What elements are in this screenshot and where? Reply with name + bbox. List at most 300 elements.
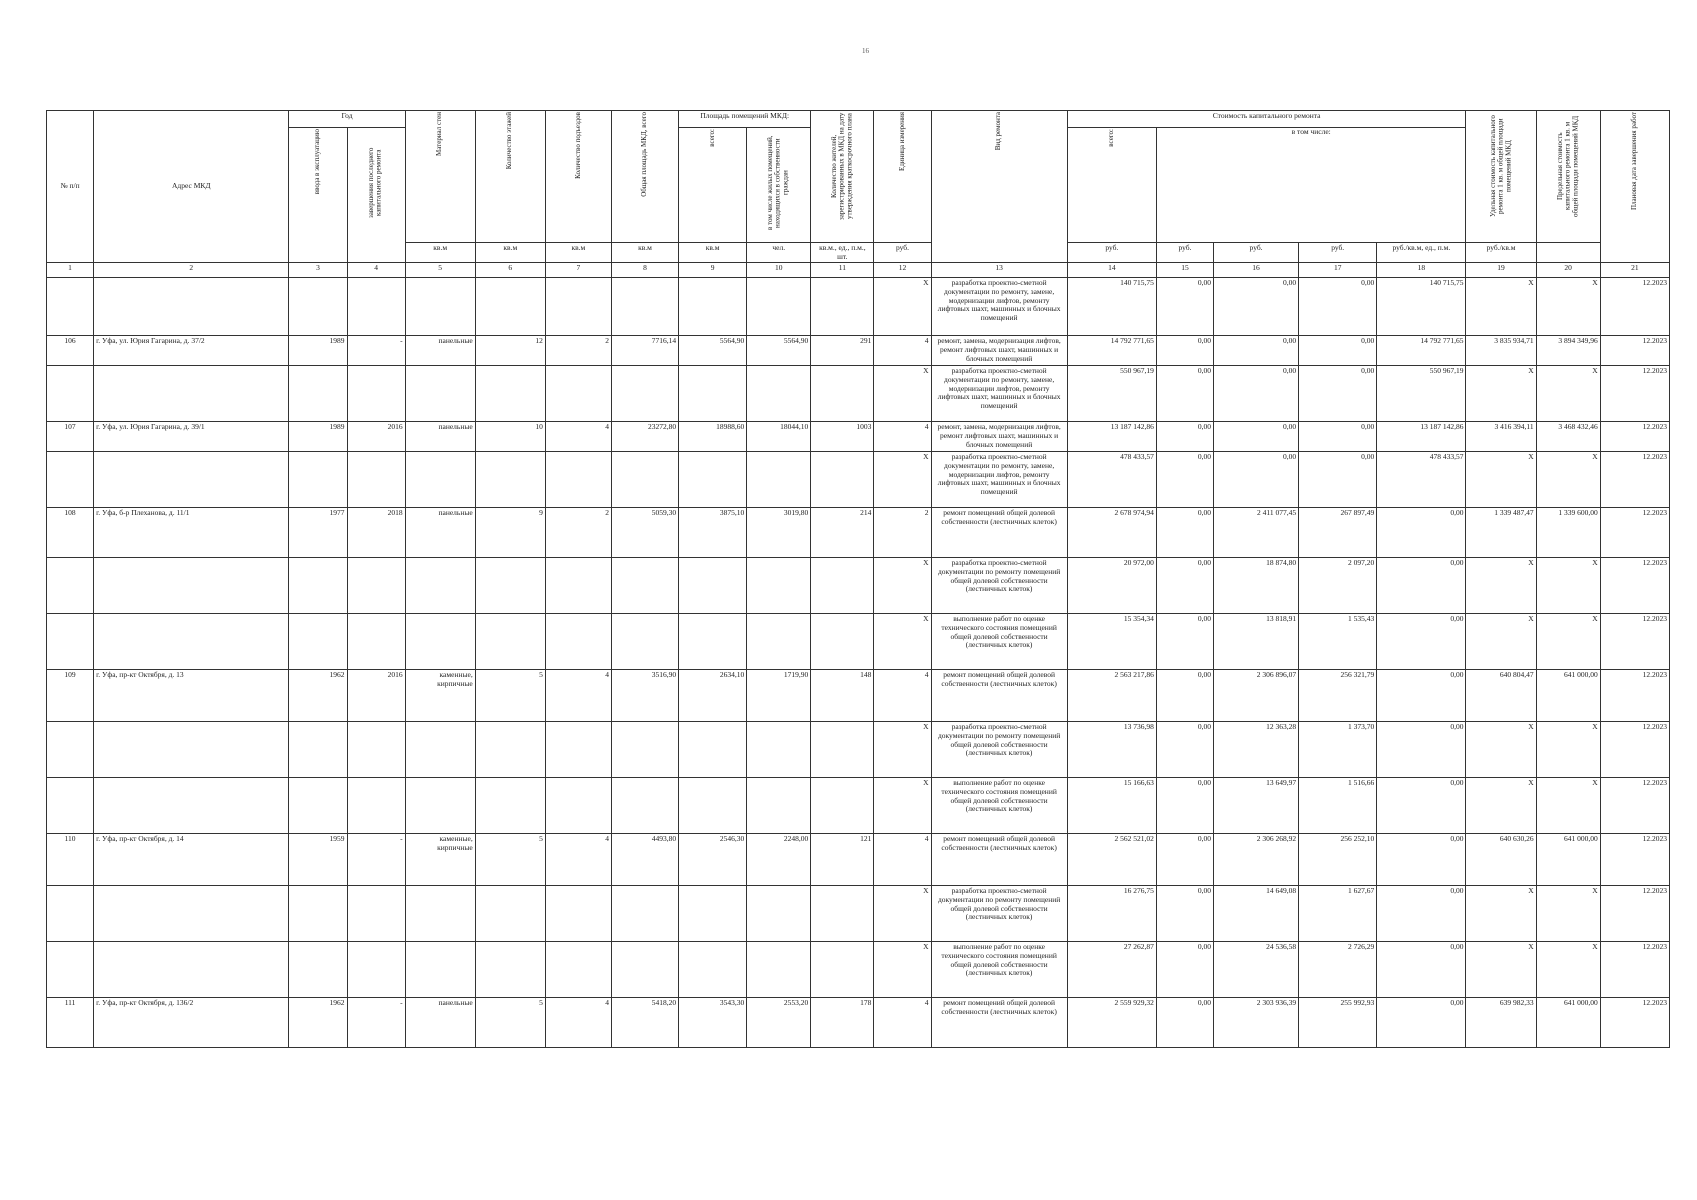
wall-material-cell bbox=[405, 614, 475, 670]
area-all-cell bbox=[679, 614, 747, 670]
cost-local-cell: 2 097,20 bbox=[1299, 558, 1377, 614]
year-last-repair-cell bbox=[347, 614, 405, 670]
cost-local-cell: 1 535,43 bbox=[1299, 614, 1377, 670]
wall-material-cell: каменные, кирпичные bbox=[405, 670, 475, 722]
specific-cost-cell: 3 835 934,71 bbox=[1466, 336, 1536, 366]
entrances-cell bbox=[545, 558, 611, 614]
row-number-cell bbox=[47, 452, 94, 508]
specific-cost-cell: X bbox=[1466, 614, 1536, 670]
header-area-group: Площадь помещений МКД: bbox=[679, 111, 811, 128]
year-commission-cell bbox=[289, 366, 347, 422]
table-row bbox=[47, 508, 1670, 558]
cost-fund-cell: 0,00 bbox=[1156, 886, 1213, 942]
cost-rb-cell: 2 306 896,07 bbox=[1213, 670, 1298, 722]
unit-cell: кв.м bbox=[679, 243, 747, 263]
unit-cell: X bbox=[874, 558, 931, 614]
residents-cell: 214 bbox=[811, 508, 874, 558]
address-cell bbox=[94, 278, 289, 336]
wall-material-cell bbox=[405, 778, 475, 834]
header-year-group: Год bbox=[289, 111, 405, 128]
year-commission-cell bbox=[289, 886, 347, 942]
limit-cost-cell: X bbox=[1536, 614, 1600, 670]
unit-cell: руб. bbox=[1213, 243, 1298, 263]
table-row bbox=[47, 452, 1670, 508]
planned-date-cell: 12.2023 bbox=[1600, 336, 1669, 366]
column-number: 16 bbox=[1213, 263, 1298, 278]
limit-cost-cell: X bbox=[1536, 778, 1600, 834]
address-cell bbox=[94, 366, 289, 422]
cost-local-cell: 1 373,70 bbox=[1299, 722, 1377, 778]
year-commission-cell bbox=[289, 778, 347, 834]
planned-date-cell: 12.2023 bbox=[1600, 452, 1669, 508]
year-last-repair-cell: - bbox=[347, 998, 405, 1048]
residents-cell bbox=[811, 942, 874, 998]
cost-total-cell: 2 678 974,94 bbox=[1067, 508, 1156, 558]
residents-cell: 178 bbox=[811, 998, 874, 1048]
cost-local-cell: 1 627,67 bbox=[1299, 886, 1377, 942]
cost-rb-cell: 18 874,80 bbox=[1213, 558, 1298, 614]
specific-cost-cell: 640 630,26 bbox=[1466, 834, 1536, 886]
cost-total-cell: 2 559 929,32 bbox=[1067, 998, 1156, 1048]
planned-date-cell: 12.2023 bbox=[1600, 778, 1669, 834]
year-commission-cell: 1962 bbox=[289, 670, 347, 722]
address-cell: г. Уфа, пр-кт Октября, д. 13 bbox=[94, 670, 289, 722]
cost-local-cell: 2 726,29 bbox=[1299, 942, 1377, 998]
year-commission-cell bbox=[289, 278, 347, 336]
cost-local-cell: 1 516,66 bbox=[1299, 778, 1377, 834]
cost-rb-cell: 0,00 bbox=[1213, 336, 1298, 366]
specific-cost-cell: X bbox=[1466, 452, 1536, 508]
cost-owners-cell: 0,00 bbox=[1377, 942, 1466, 998]
work-type-cell: разработка проектно-сметной документации по ремонту помещений общей долевой собственности (лестничных клеток) bbox=[931, 886, 1067, 942]
cost-rb-cell: 2 411 077,45 bbox=[1213, 508, 1298, 558]
entrances-cell bbox=[545, 778, 611, 834]
year-last-repair-cell bbox=[347, 278, 405, 336]
row-number-cell bbox=[47, 886, 94, 942]
unit-cell: руб. bbox=[1299, 243, 1377, 263]
cost-total-cell: 2 562 521,02 bbox=[1067, 834, 1156, 886]
column-number: 15 bbox=[1156, 263, 1213, 278]
planned-date-cell: 12.2023 bbox=[1600, 508, 1669, 558]
column-number: 9 bbox=[679, 263, 747, 278]
floors-cell: 12 bbox=[475, 336, 545, 366]
row-number-cell: 107 bbox=[47, 422, 94, 452]
cost-fund-cell: 0,00 bbox=[1156, 778, 1213, 834]
cost-total-cell: 2 563 217,86 bbox=[1067, 670, 1156, 722]
header-unit: Единица измерения bbox=[874, 111, 931, 243]
cost-total-cell: 20 972,00 bbox=[1067, 558, 1156, 614]
year-last-repair-cell: 2016 bbox=[347, 670, 405, 722]
unit-cell: X bbox=[874, 778, 931, 834]
cost-fund-cell: 0,00 bbox=[1156, 422, 1213, 452]
cost-rb-cell: 0,00 bbox=[1213, 422, 1298, 452]
specific-cost-cell: 3 416 394,11 bbox=[1466, 422, 1536, 452]
work-type-cell: ремонт помещений общей долевой собственности (лестничных клеток) bbox=[931, 670, 1067, 722]
header-year-last-repair: завершения последнего капитального ремонта bbox=[347, 128, 405, 263]
year-commission-cell: 1977 bbox=[289, 508, 347, 558]
area-residents-cell bbox=[747, 366, 811, 422]
specific-cost-cell: X bbox=[1466, 942, 1536, 998]
total-area-cell: 23272,80 bbox=[611, 422, 678, 452]
area-residents-cell bbox=[747, 778, 811, 834]
header-limit-cost: Предельная стоимость капитального ремонта 1 кв. м общей площади помещений МКД bbox=[1536, 111, 1600, 243]
cost-fund-cell: 0,00 bbox=[1156, 670, 1213, 722]
floors-cell: 10 bbox=[475, 422, 545, 452]
residents-cell bbox=[811, 886, 874, 942]
cost-fund-cell: 0,00 bbox=[1156, 558, 1213, 614]
year-last-repair-cell: 2018 bbox=[347, 508, 405, 558]
table-row bbox=[47, 422, 1670, 452]
unit-cell: кв.м., ед., п.м., шт. bbox=[811, 243, 874, 263]
unit-cell: руб./кв.м bbox=[1466, 243, 1536, 263]
unit-cell: X bbox=[874, 452, 931, 508]
unit-cell: кв.м bbox=[611, 243, 678, 263]
column-number: 19 bbox=[1466, 263, 1536, 278]
unit-cell: 4 bbox=[874, 670, 931, 722]
entrances-cell bbox=[545, 366, 611, 422]
cost-fund-cell: 0,00 bbox=[1156, 614, 1213, 670]
specific-cost-cell: 639 982,33 bbox=[1466, 998, 1536, 1048]
entrances-cell bbox=[545, 278, 611, 336]
cost-owners-cell: 0,00 bbox=[1377, 886, 1466, 942]
floors-cell: 5 bbox=[475, 834, 545, 886]
residents-cell bbox=[811, 452, 874, 508]
year-commission-cell: 1989 bbox=[289, 336, 347, 366]
area-all-cell bbox=[679, 452, 747, 508]
unit-cell: кв.м bbox=[405, 243, 475, 263]
column-number: 17 bbox=[1299, 263, 1377, 278]
cost-total-cell: 13 736,98 bbox=[1067, 722, 1156, 778]
column-number: 12 bbox=[874, 263, 931, 278]
column-number: 1 bbox=[47, 263, 94, 278]
work-type-cell: разработка проектно-сметной документации по ремонту помещений общей долевой собственности (лестничных клеток) bbox=[931, 722, 1067, 778]
area-all-cell: 5564,90 bbox=[679, 336, 747, 366]
planned-date-cell: 12.2023 bbox=[1600, 942, 1669, 998]
cost-total-cell: 27 262,87 bbox=[1067, 942, 1156, 998]
specific-cost-cell: X bbox=[1466, 778, 1536, 834]
cost-total-cell: 16 276,75 bbox=[1067, 886, 1156, 942]
year-commission-cell bbox=[289, 722, 347, 778]
residents-cell bbox=[811, 558, 874, 614]
table-row bbox=[47, 778, 1670, 834]
planned-date-cell: 12.2023 bbox=[1600, 278, 1669, 336]
cost-owners-cell: 0,00 bbox=[1377, 558, 1466, 614]
cost-rb-cell: 2 303 936,39 bbox=[1213, 998, 1298, 1048]
total-area-cell: 7716,14 bbox=[611, 336, 678, 366]
limit-cost-cell: X bbox=[1536, 558, 1600, 614]
column-number: 6 bbox=[475, 263, 545, 278]
cost-owners-cell: 140 715,75 bbox=[1377, 278, 1466, 336]
cost-owners-cell: 0,00 bbox=[1377, 670, 1466, 722]
area-all-cell bbox=[679, 278, 747, 336]
floors-cell bbox=[475, 722, 545, 778]
cost-local-cell: 267 897,49 bbox=[1299, 508, 1377, 558]
table-row bbox=[47, 366, 1670, 422]
unit-cell: 4 bbox=[874, 422, 931, 452]
residents-cell: 148 bbox=[811, 670, 874, 722]
planned-date-cell: 12.2023 bbox=[1600, 998, 1669, 1048]
cost-total-cell: 140 715,75 bbox=[1067, 278, 1156, 336]
row-number-cell: 110 bbox=[47, 834, 94, 886]
specific-cost-cell: 640 804,47 bbox=[1466, 670, 1536, 722]
address-cell bbox=[94, 778, 289, 834]
cost-rb-cell: 24 536,58 bbox=[1213, 942, 1298, 998]
repair-plan-table bbox=[46, 110, 1670, 1048]
residents-cell bbox=[811, 778, 874, 834]
total-area-cell bbox=[611, 614, 678, 670]
limit-cost-cell: X bbox=[1536, 942, 1600, 998]
year-commission-cell bbox=[289, 614, 347, 670]
data-table bbox=[46, 110, 1670, 1048]
row-number-cell bbox=[47, 722, 94, 778]
column-number: 4 bbox=[347, 263, 405, 278]
header-entrances: Количество подъездов bbox=[545, 111, 611, 243]
year-last-repair-cell: - bbox=[347, 336, 405, 366]
entrances-cell: 2 bbox=[545, 508, 611, 558]
header-specific-cost: Удельная стоимость капитального ремонта 1 кв. м общей площади помещений МКД bbox=[1466, 111, 1536, 243]
header-col-num: № п/п bbox=[47, 111, 94, 263]
wall-material-cell: панельные bbox=[405, 508, 475, 558]
floors-cell bbox=[475, 278, 545, 336]
area-all-cell: 18988,60 bbox=[679, 422, 747, 452]
floors-cell: 5 bbox=[475, 670, 545, 722]
work-type-cell: разработка проектно-сметной документации по ремонту, замене, модернизации лифтов, ремонту лифтовых шахт, машинных и блочных помещений bbox=[931, 452, 1067, 508]
total-area-cell bbox=[611, 722, 678, 778]
header-including: в том числе: bbox=[1156, 128, 1466, 243]
area-residents-cell bbox=[747, 558, 811, 614]
column-number: 18 bbox=[1377, 263, 1466, 278]
year-last-repair-cell bbox=[347, 942, 405, 998]
area-all-cell: 3543,30 bbox=[679, 998, 747, 1048]
row-number-cell: 109 bbox=[47, 670, 94, 722]
column-number: 5 bbox=[405, 263, 475, 278]
table-row bbox=[47, 998, 1670, 1048]
header-wall-material: Материал стен bbox=[405, 111, 475, 243]
total-area-cell bbox=[611, 278, 678, 336]
entrances-cell: 2 bbox=[545, 336, 611, 366]
limit-cost-cell: 3 894 349,96 bbox=[1536, 336, 1600, 366]
entrances-cell bbox=[545, 452, 611, 508]
unit-cell: 2 bbox=[874, 508, 931, 558]
area-residents-cell bbox=[747, 278, 811, 336]
entrances-cell bbox=[545, 722, 611, 778]
total-area-cell bbox=[611, 452, 678, 508]
year-commission-cell: 1962 bbox=[289, 998, 347, 1048]
work-type-cell: выполнение работ по оценке технического состояния помещений общей долевой собственности (лестничных клеток) bbox=[931, 614, 1067, 670]
work-type-cell: ремонт, замена, модернизация лифтов, ремонт лифтовых шахт, машинных и блочных помещений bbox=[931, 336, 1067, 366]
unit-cell: руб. bbox=[1156, 243, 1213, 263]
total-area-cell: 5059,30 bbox=[611, 508, 678, 558]
work-type-cell: выполнение работ по оценке технического состояния помещений общей долевой собственности (лестничных клеток) bbox=[931, 778, 1067, 834]
total-area-cell bbox=[611, 942, 678, 998]
address-cell: г. Уфа, ул. Юрия Гагарина, д. 37/2 bbox=[94, 336, 289, 366]
unit-cell: руб. bbox=[874, 243, 931, 263]
header-cost-total: всего: bbox=[1067, 128, 1156, 243]
table-row bbox=[47, 558, 1670, 614]
cost-owners-cell: 0,00 bbox=[1377, 778, 1466, 834]
area-residents-cell bbox=[747, 452, 811, 508]
year-last-repair-cell bbox=[347, 722, 405, 778]
cost-local-cell: 256 321,79 bbox=[1299, 670, 1377, 722]
table-row bbox=[47, 614, 1670, 670]
row-number-cell bbox=[47, 778, 94, 834]
unit-cell: X bbox=[874, 614, 931, 670]
planned-date-cell: 12.2023 bbox=[1600, 834, 1669, 886]
residents-cell bbox=[811, 366, 874, 422]
limit-cost-cell: X bbox=[1536, 366, 1600, 422]
unit-cell: X bbox=[874, 366, 931, 422]
cost-owners-cell: 550 967,19 bbox=[1377, 366, 1466, 422]
cost-total-cell: 14 792 771,65 bbox=[1067, 336, 1156, 366]
cost-total-cell: 550 967,19 bbox=[1067, 366, 1156, 422]
area-all-cell bbox=[679, 558, 747, 614]
planned-date-cell: 12.2023 bbox=[1600, 422, 1669, 452]
cost-local-cell: 256 252,10 bbox=[1299, 834, 1377, 886]
cost-local-cell: 0,00 bbox=[1299, 336, 1377, 366]
address-cell: г. Уфа, ул. Юрия Гагарина, д. 39/1 bbox=[94, 422, 289, 452]
row-number-cell bbox=[47, 366, 94, 422]
year-commission-cell bbox=[289, 558, 347, 614]
header-area-residents: в том числе жилых помещений, находящихся в собственности граждан bbox=[747, 128, 811, 243]
header-floors: Количество этажей bbox=[475, 111, 545, 243]
address-cell: г. Уфа, пр-кт Октября, д. 14 bbox=[94, 834, 289, 886]
column-number-row bbox=[47, 263, 1670, 278]
unit-cell: руб./кв.м, ед., п.м. bbox=[1377, 243, 1466, 263]
limit-cost-cell: 641 000,00 bbox=[1536, 998, 1600, 1048]
unit-cell: кв.м bbox=[475, 243, 545, 263]
cost-total-cell: 15 354,34 bbox=[1067, 614, 1156, 670]
residents-cell: 1003 bbox=[811, 422, 874, 452]
cost-rb-cell: 0,00 bbox=[1213, 366, 1298, 422]
row-number-cell bbox=[47, 558, 94, 614]
cost-total-cell: 13 187 142,86 bbox=[1067, 422, 1156, 452]
cost-fund-cell: 0,00 bbox=[1156, 508, 1213, 558]
area-all-cell bbox=[679, 942, 747, 998]
cost-rb-cell: 2 306 268,92 bbox=[1213, 834, 1298, 886]
cost-owners-cell: 14 792 771,65 bbox=[1377, 336, 1466, 366]
work-type-cell: разработка проектно-сметной документации по ремонту, замене, модернизации лифтов, ремонту лифтовых шахт, машинных и блочных помещений bbox=[931, 278, 1067, 336]
cost-rb-cell: 13 818,91 bbox=[1213, 614, 1298, 670]
column-number: 10 bbox=[747, 263, 811, 278]
area-all-cell bbox=[679, 778, 747, 834]
work-type-cell: разработка проектно-сметной документации по ремонту помещений общей долевой собственности (лестничных клеток) bbox=[931, 558, 1067, 614]
unit-cell: кв.м bbox=[545, 243, 611, 263]
planned-date-cell: 12.2023 bbox=[1600, 614, 1669, 670]
address-cell: г. Уфа, б-р Плеханова, д. 11/1 bbox=[94, 508, 289, 558]
address-cell bbox=[94, 942, 289, 998]
limit-cost-cell: X bbox=[1536, 722, 1600, 778]
floors-cell: 9 bbox=[475, 508, 545, 558]
limit-cost-cell: X bbox=[1536, 452, 1600, 508]
area-residents-cell bbox=[747, 886, 811, 942]
work-type-cell: ремонт помещений общей долевой собственности (лестничных клеток) bbox=[931, 998, 1067, 1048]
header-cost-group: Стоимость капитального ремонта bbox=[1067, 111, 1466, 128]
address-cell bbox=[94, 452, 289, 508]
area-all-cell bbox=[679, 886, 747, 942]
year-commission-cell: 1989 bbox=[289, 422, 347, 452]
cost-fund-cell: 0,00 bbox=[1156, 336, 1213, 366]
work-type-cell: выполнение работ по оценке технического состояния помещений общей долевой собственности (лестничных клеток) bbox=[931, 942, 1067, 998]
cost-owners-cell: 0,00 bbox=[1377, 998, 1466, 1048]
cost-total-cell: 15 166,63 bbox=[1067, 778, 1156, 834]
area-residents-cell bbox=[747, 722, 811, 778]
cost-fund-cell: 0,00 bbox=[1156, 998, 1213, 1048]
planned-date-cell: 12.2023 bbox=[1600, 886, 1669, 942]
area-residents-cell: 3019,80 bbox=[747, 508, 811, 558]
unit-cell: X bbox=[874, 278, 931, 336]
row-number-cell: 106 bbox=[47, 336, 94, 366]
cost-rb-cell: 0,00 bbox=[1213, 452, 1298, 508]
year-last-repair-cell bbox=[347, 778, 405, 834]
cost-fund-cell: 0,00 bbox=[1156, 366, 1213, 422]
year-commission-cell bbox=[289, 452, 347, 508]
floors-cell bbox=[475, 452, 545, 508]
area-residents-cell: 2248,00 bbox=[747, 834, 811, 886]
address-cell bbox=[94, 722, 289, 778]
planned-date-cell: 12.2023 bbox=[1600, 558, 1669, 614]
residents-cell bbox=[811, 614, 874, 670]
entrances-cell bbox=[545, 886, 611, 942]
limit-cost-cell: 641 000,00 bbox=[1536, 834, 1600, 886]
limit-cost-cell: X bbox=[1536, 886, 1600, 942]
wall-material-cell bbox=[405, 452, 475, 508]
cost-owners-cell: 0,00 bbox=[1377, 614, 1466, 670]
unit-cell: 4 bbox=[874, 336, 931, 366]
entrances-cell: 4 bbox=[545, 422, 611, 452]
work-type-cell: ремонт помещений общей долевой собственности (лестничных клеток) bbox=[931, 508, 1067, 558]
header-area-all: всего: bbox=[679, 128, 747, 243]
table-row bbox=[47, 834, 1670, 886]
year-last-repair-cell: - bbox=[347, 834, 405, 886]
unit-cell: чел. bbox=[747, 243, 811, 263]
column-number: 3 bbox=[289, 263, 347, 278]
wall-material-cell bbox=[405, 942, 475, 998]
floors-cell: 5 bbox=[475, 998, 545, 1048]
entrances-cell: 4 bbox=[545, 834, 611, 886]
header-residents: Количество жителей, зарегистрированных в МКД на дату утверждения краткосрочного плана bbox=[811, 111, 874, 243]
cost-owners-cell: 0,00 bbox=[1377, 834, 1466, 886]
column-number: 11 bbox=[811, 263, 874, 278]
area-all-cell bbox=[679, 366, 747, 422]
entrances-cell bbox=[545, 614, 611, 670]
cost-owners-cell: 0,00 bbox=[1377, 722, 1466, 778]
planned-date-cell: 12.2023 bbox=[1600, 722, 1669, 778]
limit-cost-cell: 641 000,00 bbox=[1536, 670, 1600, 722]
specific-cost-cell: X bbox=[1466, 366, 1536, 422]
limit-cost-cell: 3 468 432,46 bbox=[1536, 422, 1600, 452]
total-area-cell bbox=[611, 778, 678, 834]
specific-cost-cell: X bbox=[1466, 278, 1536, 336]
planned-date-cell: 12.2023 bbox=[1600, 366, 1669, 422]
work-type-cell: разработка проектно-сметной документации по ремонту, замене, модернизации лифтов, ремонту лифтовых шахт, машинных и блочных помещений bbox=[931, 366, 1067, 422]
entrances-cell: 4 bbox=[545, 670, 611, 722]
area-residents-cell bbox=[747, 942, 811, 998]
floors-cell bbox=[475, 942, 545, 998]
column-number: 7 bbox=[545, 263, 611, 278]
residents-cell bbox=[811, 278, 874, 336]
wall-material-cell bbox=[405, 886, 475, 942]
table-row bbox=[47, 278, 1670, 336]
cost-local-cell: 0,00 bbox=[1299, 278, 1377, 336]
row-number-cell: 111 bbox=[47, 998, 94, 1048]
floors-cell bbox=[475, 778, 545, 834]
unit-cell: руб. bbox=[1067, 243, 1156, 263]
unit-cell: 4 bbox=[874, 834, 931, 886]
limit-cost-cell: X bbox=[1536, 278, 1600, 336]
wall-material-cell: панельные bbox=[405, 336, 475, 366]
year-last-repair-cell bbox=[347, 558, 405, 614]
wall-material-cell: панельные bbox=[405, 422, 475, 452]
